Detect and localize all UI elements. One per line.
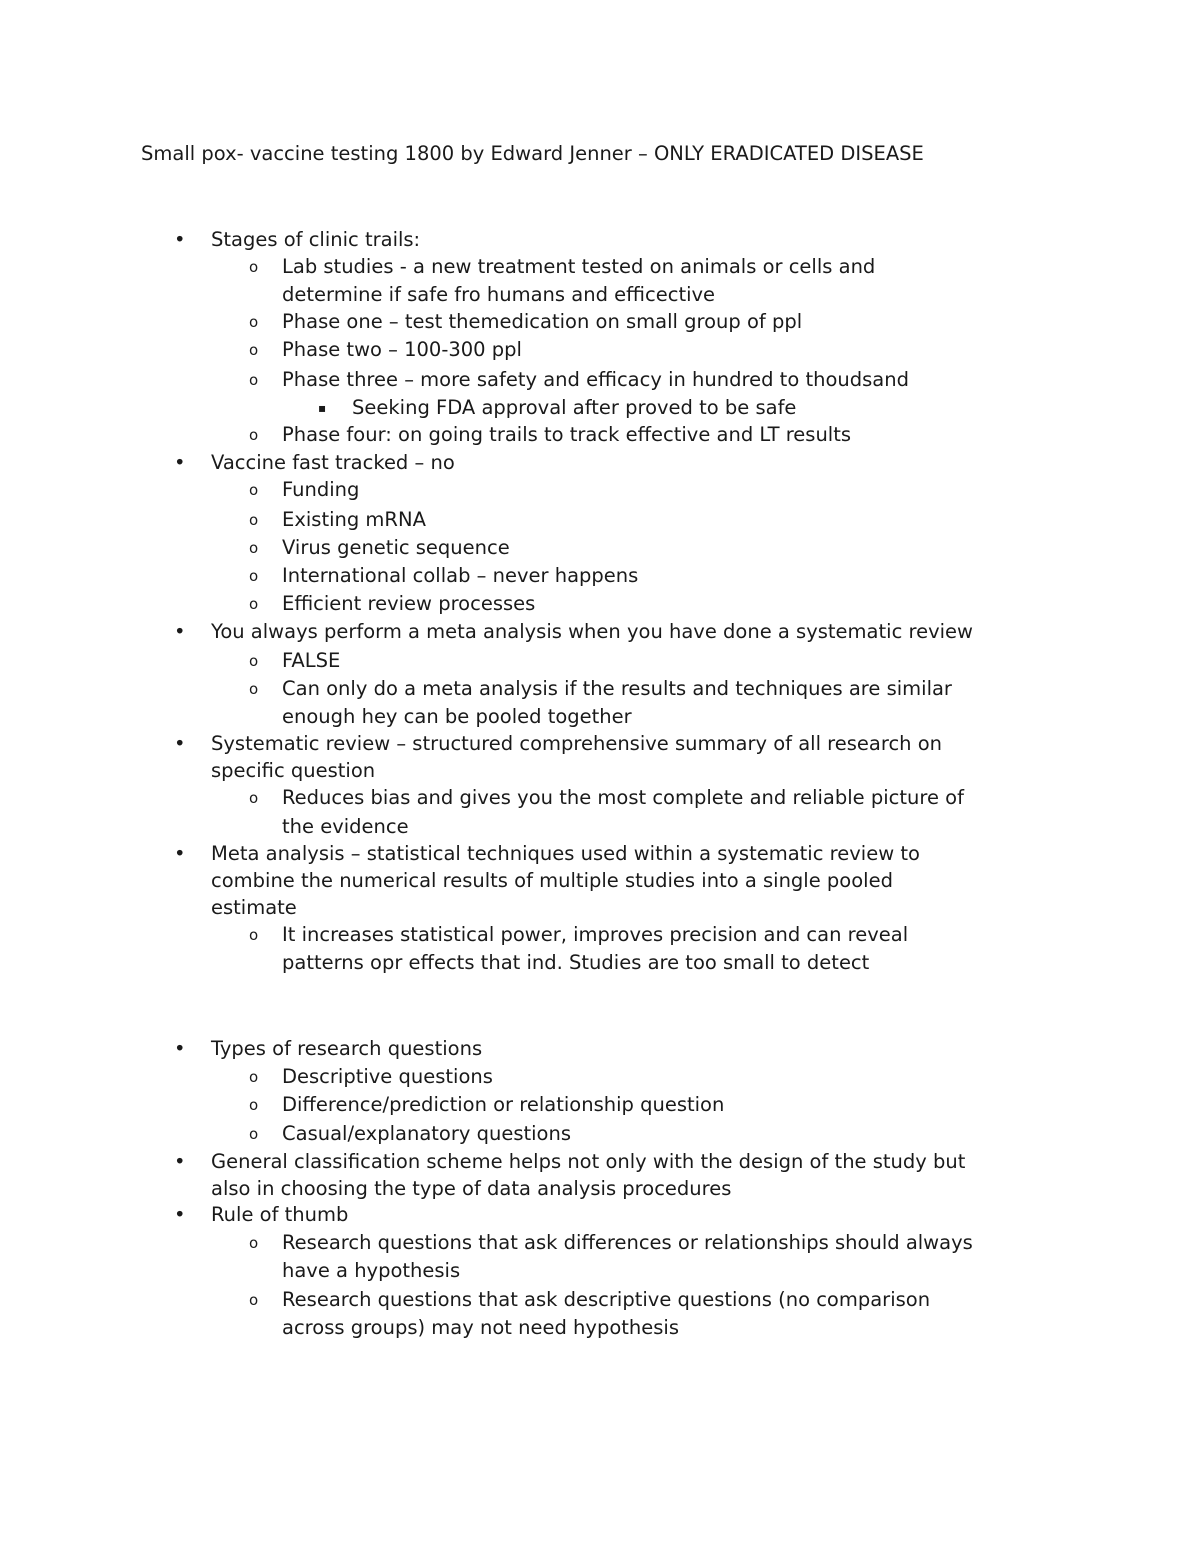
bullet-marker-level-1: • [174, 1203, 186, 1226]
bullet-marker-level-3: ▪ [318, 401, 327, 415]
bullet-marker-level-2: o [249, 567, 259, 585]
bullet-marker-level-2: o [249, 511, 259, 529]
list-item-continuation: patterns opr effects that ind. Studies are too small to detect [282, 951, 870, 974]
list-item: Funding [282, 478, 360, 501]
list-item: Phase one – test themedication on small group of ppl [282, 310, 803, 333]
list-item: Reduces bias and gives you the most complete and reliable picture of [282, 786, 964, 809]
list-item-continuation: also in choosing the type of data analysis procedures [211, 1177, 732, 1200]
bullet-marker-level-1: • [174, 1037, 186, 1060]
list-item: FALSE [282, 649, 341, 672]
bullet-marker-level-2: o [249, 539, 259, 557]
bullet-marker-level-2: o [249, 1234, 259, 1252]
bullet-marker-level-2: o [249, 313, 259, 331]
list-item-continuation: enough hey can be pooled together [282, 705, 632, 728]
list-item: Research questions that ask differences or relationships should always [282, 1231, 973, 1254]
list-item: Casual/explanatory questions [282, 1122, 572, 1145]
list-item: Lab studies - a new treatment tested on animals or cells and [282, 255, 876, 278]
list-item: Research questions that ask descriptive questions (no comparison [282, 1288, 931, 1311]
list-item: Meta analysis – statistical techniques used within a systematic review to [211, 842, 920, 865]
list-item: Efficient review processes [282, 592, 536, 615]
bullet-marker-level-1: • [174, 620, 186, 643]
bullet-marker-level-2: o [249, 1068, 259, 1086]
list-item: General classification scheme helps not only with the design of the study but [211, 1150, 966, 1173]
list-item-continuation: across groups) may not need hypothesis [282, 1316, 679, 1339]
list-item-continuation: specific question [211, 759, 376, 782]
list-item-continuation: combine the numerical results of multiple studies into a single pooled [211, 869, 893, 892]
bullet-marker-level-2: o [249, 789, 259, 807]
bullet-marker-level-2: o [249, 926, 259, 944]
bullet-marker-level-2: o [249, 258, 259, 276]
bullet-marker-level-2: o [249, 371, 259, 389]
bullet-marker-level-2: o [249, 595, 259, 613]
list-item: International collab – never happens [282, 564, 639, 587]
bullet-marker-level-2: o [249, 652, 259, 670]
list-item: Can only do a meta analysis if the results and techniques are similar [282, 677, 952, 700]
bullet-marker-level-2: o [249, 1096, 259, 1114]
list-item-continuation: estimate [211, 896, 297, 919]
bullet-marker-level-1: • [174, 228, 186, 251]
bullet-marker-level-2: o [249, 481, 259, 499]
bullet-marker-level-2: o [249, 1125, 259, 1143]
list-item: Phase four: on going trails to track effective and LT results [282, 423, 852, 446]
bullet-marker-level-2: o [249, 1291, 259, 1309]
bullet-marker-level-1: • [174, 451, 186, 474]
list-item: Types of research questions [211, 1037, 483, 1060]
list-item: You always perform a meta analysis when you have done a systematic review [211, 620, 973, 643]
list-item: Phase three – more safety and efficacy in hundred to thoudsand [282, 368, 909, 391]
list-item: Phase two – 100-300 ppl [282, 338, 522, 361]
list-item: Seeking FDA approval after proved to be safe [352, 396, 797, 419]
list-item: Rule of thumb [211, 1203, 349, 1226]
list-item: Virus genetic sequence [282, 536, 510, 559]
list-item: Difference/prediction or relationship question [282, 1093, 725, 1116]
list-item: It increases statistical power, improves precision and can reveal [282, 923, 909, 946]
bullet-marker-level-2: o [249, 680, 259, 698]
list-item: Systematic review – structured comprehensive summary of all research on [211, 732, 943, 755]
bullet-marker-level-2: o [249, 341, 259, 359]
page-title: Small pox- vaccine testing 1800 by Edward Jenner – ONLY ERADICATED DISEASE [141, 142, 924, 165]
bullet-marker-level-2: o [249, 426, 259, 444]
bullet-marker-level-1: • [174, 732, 186, 755]
bullet-marker-level-1: • [174, 842, 186, 865]
list-item-continuation: have a hypothesis [282, 1259, 461, 1282]
bullet-marker-level-1: • [174, 1150, 186, 1173]
list-item: Stages of clinic trails: [211, 228, 421, 251]
list-item: Vaccine fast tracked – no [211, 451, 455, 474]
list-item: Existing mRNA [282, 508, 426, 531]
list-item-continuation: determine if safe fro humans and efficective [282, 283, 716, 306]
list-item-continuation: the evidence [282, 815, 409, 838]
list-item: Descriptive questions [282, 1065, 493, 1088]
